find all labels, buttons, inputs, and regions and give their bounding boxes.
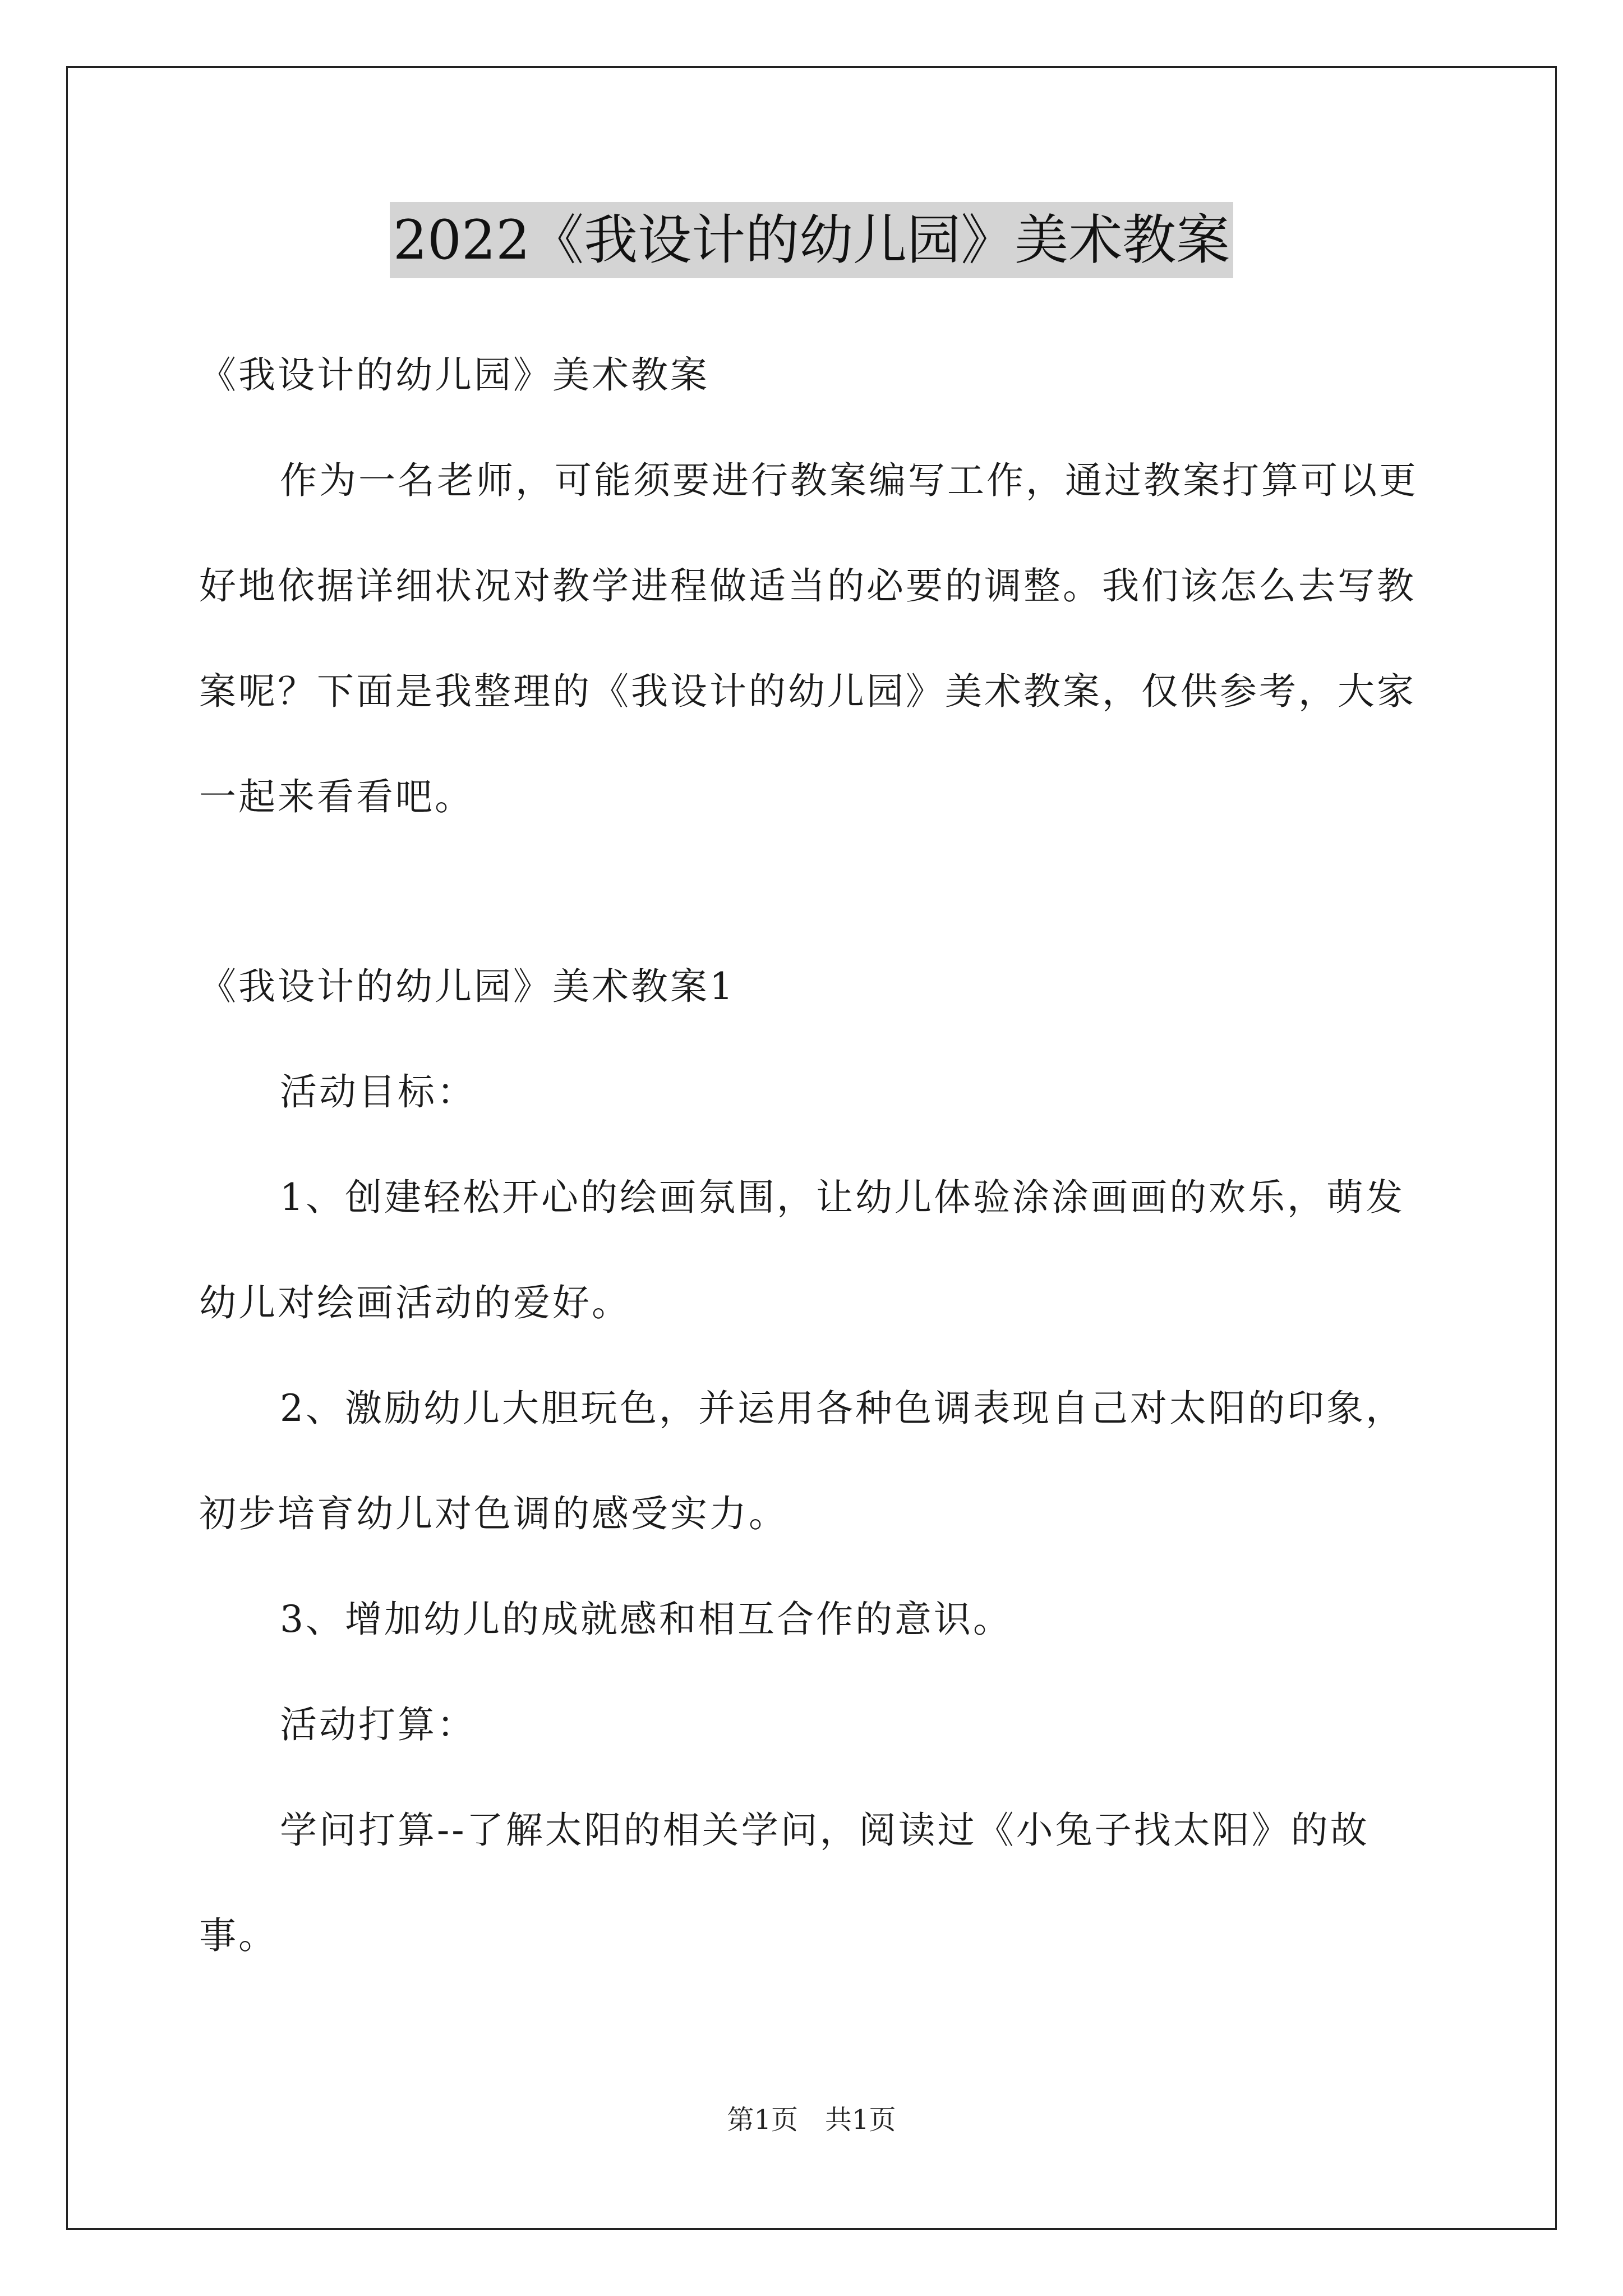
subtitle: 《我设计的幼儿园》美术教案 <box>199 353 709 397</box>
section-heading: 《我设计的幼儿园》美术教案1 <box>199 965 735 1008</box>
goal-item-1: 1、创建轻松开心的绘画氛围，让幼儿体验涂涂画画的欢乐，萌发幼儿对绘画活动的爱好。 <box>199 1176 1405 1324</box>
goal-item-3: 3、增加幼儿的成就感和相互合作的意识。 <box>280 1598 1012 1641</box>
title-container <box>0 202 1623 278</box>
intro-paragraph: 作为一名老师，可能须要进行教案编写工作，通过教案打算可以更好地依据详细状况对教学进程做适当的必要的调整。我们该怎么去写教案呢？下面是我整理的《我设计的幼儿园》美术教案，仅供参考，大家一起来看看吧。 <box>199 459 1418 818</box>
goals-label: 活动目标： <box>280 1070 476 1114</box>
prep-knowledge: 学问打算--了解太阳的相关学问，阅读过《小兔子找太阳》的故事。 <box>199 1809 1370 1957</box>
document-title: 2022《我设计的幼儿园》美术教案 <box>390 202 1233 278</box>
page-footer <box>0 2098 1623 2137</box>
section-gap <box>199 850 1433 934</box>
prep-label: 活动打算： <box>280 1703 476 1746</box>
page-number: 第1页 <box>727 2104 798 2136</box>
document-body <box>199 323 1433 1989</box>
goal-item-2: 2、激励幼儿大胆玩色，并运用各种色调表现自己对太阳的印象，初步培育幼儿对色调的感受实力。 <box>199 1387 1405 1535</box>
page-total: 共1页 <box>825 2104 896 2136</box>
